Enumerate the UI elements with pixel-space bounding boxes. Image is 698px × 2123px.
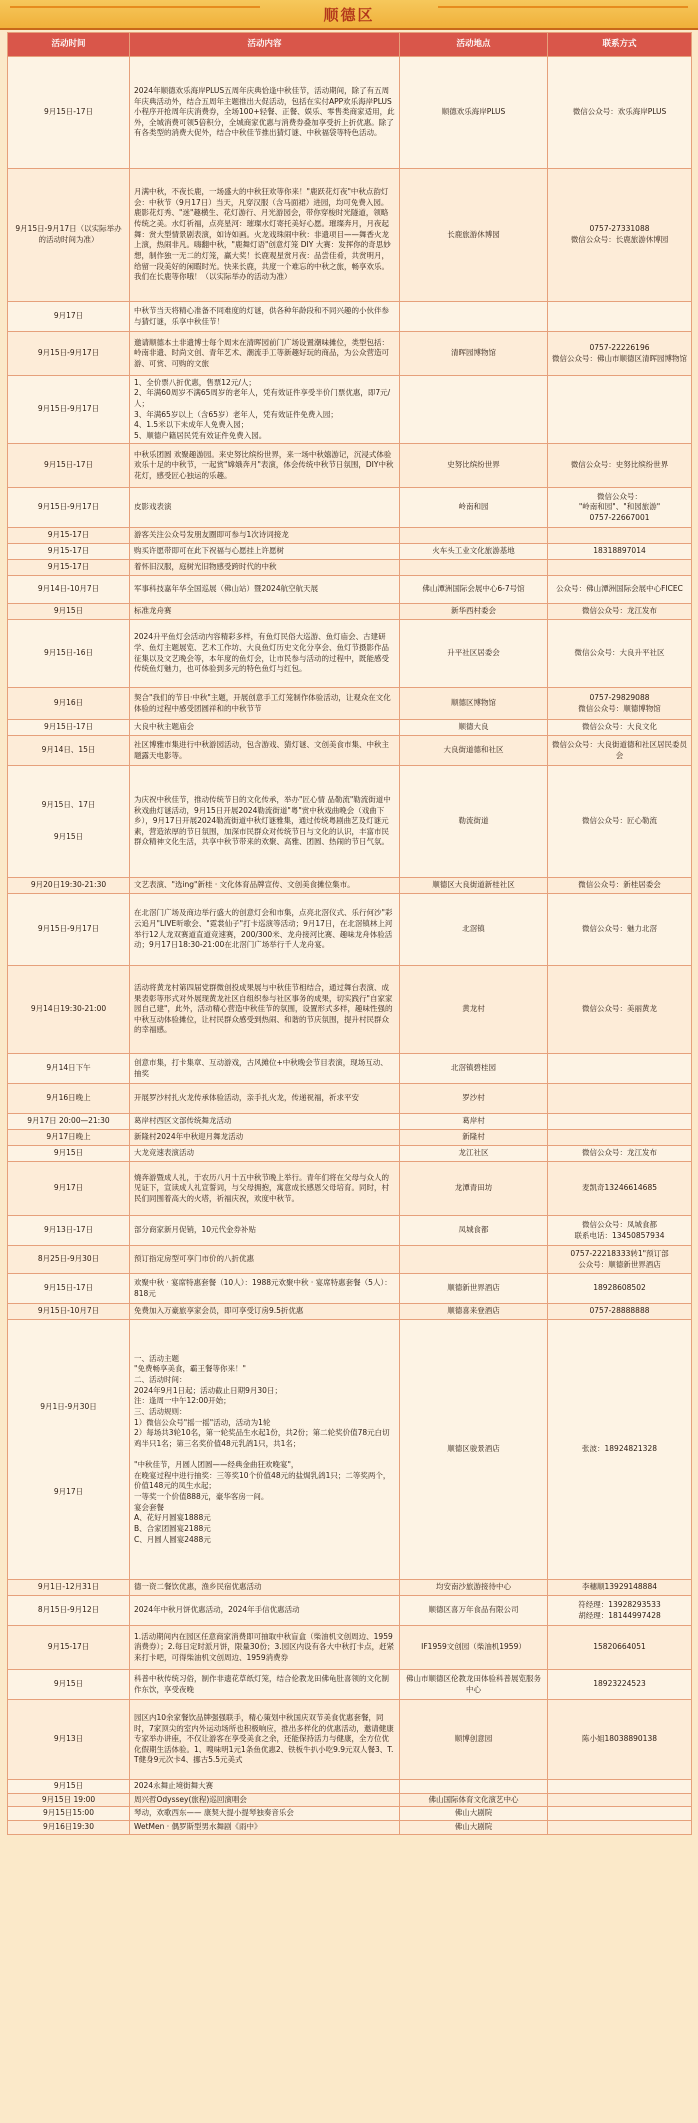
cell-content: 创意市集，打卡集章、互动游戏，古风摊位+中秋晚会节目表演，现场互动、抽奖 <box>130 1054 400 1084</box>
cell-contact <box>548 1084 692 1114</box>
cell-content: 德一资二餐饮优惠，渔乡民宿优惠活动 <box>130 1580 400 1596</box>
cell-date: 9月17日 <box>8 1162 130 1216</box>
cell-place: 顺德区喜万年食品有限公司 <box>400 1596 548 1626</box>
cell-content: 邀请顺德本土非遗博士每个周末在清晖园前门广场设置潮味摊位，类型包括：岭南非遗、时尚文创、青年艺术、潮流手工等新趣好玩的商品，为公众营造可游、可赏、可购的文旅 <box>130 332 400 376</box>
cell-contact <box>548 1130 692 1146</box>
cell-place: 史努比缤纷世界 <box>400 444 548 488</box>
cell-date: 9月15日-17日 <box>8 57 130 169</box>
cell-place: 龙江社区 <box>400 1146 548 1162</box>
cell-date: 9月14日下午 <box>8 1054 130 1084</box>
table-row <box>8 1793 692 1807</box>
header-place: 活动地点 <box>400 33 548 57</box>
cell-contact <box>548 1054 692 1084</box>
table-row <box>8 736 692 766</box>
table-row <box>8 1274 692 1304</box>
table-row <box>8 544 692 560</box>
cell-contact <box>548 376 692 444</box>
cell-date: 9月15日-9月17日 <box>8 894 130 966</box>
header-content: 活动内容 <box>130 33 400 57</box>
cell-contact: 微信公众号：美丽黄龙 <box>548 966 692 1054</box>
cell-contact: 0757-22218333转1"预订部 公众号：顺德新世界酒店 <box>548 1246 692 1274</box>
cell-place: 长鹿旅游休博园 <box>400 169 548 302</box>
table-row <box>8 1084 692 1114</box>
cell-date: 9月16日晚上 <box>8 1084 130 1114</box>
table-row <box>8 1670 692 1700</box>
cell-contact <box>548 1780 692 1794</box>
cell-content: 大龙竞速表演活动 <box>130 1146 400 1162</box>
cell-contact: 0757-29829088 微信公众号：顺德博物馆 <box>548 688 692 720</box>
table-row <box>8 1780 692 1794</box>
cell-contact <box>548 302 692 332</box>
cell-date: 9月15日 <box>8 1670 130 1700</box>
cell-date: 9月15日 19:00 <box>8 1793 130 1807</box>
cell-contact: 公众号：佛山潭洲国际会展中心FICEC <box>548 576 692 604</box>
cell-content: 中秋乐团圆 欢聚趣游园。来史努比缤纷世界，来一场中秋嬉游记，沉浸式体验欢乐十足的中秋节，一起赏"嫦娥奔月"表演，体会传统中秋节日氛围，DIY中秋花灯，感受匠心独运的乐趣。 <box>130 444 400 488</box>
table-row <box>8 1162 692 1216</box>
cell-content: 2024年顺德欢乐海岸PLUS五周年庆典恰逢中秋佳节，活动期间，除了有五周年庆典活动外，结合五周年主题推出大促活动，包括在实付APP欢乐海岸PLUS小程序开抢周年庆消费券，全场100+轻餐、正餐、娱乐、零售类商家适用，此外，全城消费可领5倍积分，全城商家优惠与消费券叠加享受折上折优惠。除了有各类型的消费大促外，结合中秋佳节推出猜灯谜、中秋福袋等特色活动。 <box>130 57 400 169</box>
cell-content: 科普中秋传统习俗，制作非遗花草纸灯笼，结合伦教龙田佛龟肚喜领的文化制作东饮，享受夜晚 <box>130 1670 400 1700</box>
cell-content: WetMen · 偶罗斯型男水舞剧《雨中》 <box>130 1820 400 1834</box>
cell-content: 周兴哲Odyssey(旅程)巡回演唱会 <box>130 1793 400 1807</box>
cell-date: 9月15日-9月17日（以实际举办的活动时间为准） <box>8 169 130 302</box>
cell-place: 黄龙村 <box>400 966 548 1054</box>
cell-date: 9月15日 <box>8 1780 130 1794</box>
cell-place: 新华西村委会 <box>400 604 548 620</box>
cell-content: 军事科技嘉年华全国巡展（佛山站）暨2024航空航天展 <box>130 576 400 604</box>
table-row <box>8 620 692 688</box>
table-row <box>8 169 692 302</box>
table-row <box>8 894 692 966</box>
table-row <box>8 1820 692 1834</box>
cell-contact <box>548 560 692 576</box>
cell-content: 开展罗沙村扎火龙传承体验活动，亲手扎火龙，传递祝福，祈求平安 <box>130 1084 400 1114</box>
table-row <box>8 302 692 332</box>
cell-place <box>400 376 548 444</box>
cell-contact: 微信公众号：匠心勒流 <box>548 766 692 878</box>
table-row <box>8 1596 692 1626</box>
table-row <box>8 1130 692 1146</box>
cell-place <box>400 1780 548 1794</box>
cell-contact: 微信公众号：史努比缤纷世界 <box>548 444 692 488</box>
cell-place: 佛山潭洲国际会展中心6-7号馆 <box>400 576 548 604</box>
cell-content: 为庆祝中秋佳节，推动传统节日的文化传承，举办"匠心情 品勒流"勒流街道中秋戏曲灯谜活动，9月15日开展2024勒流街道"粤"赏中秋戏曲晚会（戏曲下乡），9月17日开展2024勒流街道中秋灯谜雅集，通过传统粤剧曲艺及灯谜元素，营造浓厚的节日氛围，加深市民群众对传统节日与文化的认识，丰富市民群众精神文化生活，共享中秋节带来的欢聚、高雅、团圆、热闹的节日气氛。 <box>130 766 400 878</box>
cell-content: 葛岸村西区文部传统舞龙活动 <box>130 1114 400 1130</box>
cell-date: 9月15日-9月17日 <box>8 488 130 528</box>
cell-content: 皮影戏表演 <box>130 488 400 528</box>
table-row <box>8 878 692 894</box>
cell-contact: 15820664051 <box>548 1626 692 1670</box>
cell-date: 9月13日 <box>8 1700 130 1780</box>
table-row <box>8 57 692 169</box>
cell-place: 顺德区博物馆 <box>400 688 548 720</box>
cell-content: 在北滘门广场及商边举行盛大的创意灯会和市集，点亮北滘仪式、乐行何沙"彩云追月"LIVE听歌会、"霓裳仙子"打卡巡演等活动；9月17日，在北滘镇林上河举行12人龙双赛道直道竞速赛，200/300米、龙舟接河比赛、趣味龙舟体验活动；9月17日18:30-21:00在北滘门广场举行千人龙舟宴。 <box>130 894 400 966</box>
cell-contact: 微信公众号：新桂居委会 <box>548 878 692 894</box>
cell-date: 9月15日、17日 9月15日 <box>8 766 130 878</box>
cell-place: 北滘镇碧桂园 <box>400 1054 548 1084</box>
cell-content: 预订指定房型可享门市价的八折优惠 <box>130 1246 400 1274</box>
cell-place: 龙潭青田坊 <box>400 1162 548 1216</box>
cell-contact <box>548 1820 692 1834</box>
table-body <box>8 57 692 1835</box>
cell-place: 火车头工业文化旅游基地 <box>400 544 548 560</box>
cell-content: 大良中秋主题庙会 <box>130 720 400 736</box>
table-row <box>8 1216 692 1246</box>
cell-contact: 麦凯奇13246614685 <box>548 1162 692 1216</box>
cell-date: 9月14日19:30-21:00 <box>8 966 130 1054</box>
cell-content: 琴动，欢歌西东—— 康契大提小提琴独奏音乐会 <box>130 1807 400 1821</box>
cell-place: 顺德区骏景酒店 <box>400 1320 548 1580</box>
cell-contact: 陈小姐18038890138 <box>548 1700 692 1780</box>
cell-contact <box>548 528 692 544</box>
cell-place <box>400 528 548 544</box>
cell-date: 9月15日-17日 <box>8 1274 130 1304</box>
cell-date: 9月15日-17日 <box>8 720 130 736</box>
cell-place: 新隆村 <box>400 1130 548 1146</box>
table-row <box>8 1807 692 1821</box>
cell-date: 9月15日-17日 <box>8 444 130 488</box>
cell-date: 9月15日-9月17日 <box>8 376 130 444</box>
cell-content: 部分商家新月促销，10元代金券补贴 <box>130 1216 400 1246</box>
cell-date: 8月25日-9月30日 <box>8 1246 130 1274</box>
cell-contact: 李穗顺13929148884 <box>548 1580 692 1596</box>
cell-place: 罗沙村 <box>400 1084 548 1114</box>
cell-date: 9月17日晚上 <box>8 1130 130 1146</box>
cell-contact: 0757-27331088 微信公众号：长鹿旅游休博园 <box>548 169 692 302</box>
cell-place: 勒流街道 <box>400 766 548 878</box>
cell-date: 9月15日 <box>8 1146 130 1162</box>
header-contact: 联系方式 <box>548 33 692 57</box>
cell-contact: 微信公众号：魅力北滘 <box>548 894 692 966</box>
cell-date: 9月13日-17日 <box>8 1216 130 1246</box>
cell-contact: 18923224523 <box>548 1670 692 1700</box>
cell-place: 顺博创意园 <box>400 1700 548 1780</box>
table-row <box>8 1146 692 1162</box>
cell-content: 标准龙舟赛 <box>130 604 400 620</box>
cell-contact: 微信公众号：大良文化 <box>548 720 692 736</box>
cell-date: 9月16日19:30 <box>8 1820 130 1834</box>
cell-contact: 18318897014 <box>548 544 692 560</box>
cell-place: 顺德大良 <box>400 720 548 736</box>
table-row <box>8 720 692 736</box>
cell-content: 契合"我们的节日·中秋"主题，开展创意手工灯笼制作体验活动，让观众在文化体验的过程中感受团圆祥和的中秋节节 <box>130 688 400 720</box>
table-row <box>8 1700 692 1780</box>
cell-content: 1、全价票八折优惠，售票12元/人； 2、年满60周岁不满65周岁的老年人，凭有效证件享受半价门票优惠，即7元/人； 3、年满65岁以上（含65岁）老年人，凭有效证件免费入园； 4、1.5米以下未成年人免费入园； 5、顺德户籍居民凭有效证件免费入园。 <box>130 376 400 444</box>
cell-date: 9月15-17日 <box>8 1626 130 1670</box>
cell-date: 9月17日 20:00—21:30 <box>8 1114 130 1130</box>
cell-place <box>400 302 548 332</box>
cell-contact: 张波：18924821328 <box>548 1320 692 1580</box>
section-title: 顺德区 <box>323 5 375 24</box>
cell-date: 9月1日-12月31日 <box>8 1580 130 1596</box>
table-row <box>8 576 692 604</box>
table-row <box>8 376 692 444</box>
cell-place: 顺德区大良街道新桂社区 <box>400 878 548 894</box>
cell-contact: 微信公众号：大良街道德和社区居民委员会 <box>548 736 692 766</box>
cell-place: 佛山大剧院 <box>400 1820 548 1834</box>
cell-contact: 0757-28888888 <box>548 1304 692 1320</box>
table-row <box>8 766 692 878</box>
cell-contact <box>548 1793 692 1807</box>
cell-content: 着怀旧汉服，庭树光旧物感受跨时代的中秋 <box>130 560 400 576</box>
cell-content: 新隆村2024年中秋迎月舞龙活动 <box>130 1130 400 1146</box>
section-banner <box>0 0 698 30</box>
cell-content: 2024年中秋月饼优惠活动，2024年手信优惠活动 <box>130 1596 400 1626</box>
cell-place: 凤城食都 <box>400 1216 548 1246</box>
cell-date: 9月15-17日 <box>8 528 130 544</box>
cell-date: 9月15日-9月17日 <box>8 332 130 376</box>
cell-content: 2024永舞止境街舞大赛 <box>130 1780 400 1794</box>
table-row <box>8 528 692 544</box>
cell-place: 北滘镇 <box>400 894 548 966</box>
table-row <box>8 1246 692 1274</box>
table-row <box>8 332 692 376</box>
cell-contact: 微信公众号：龙江发布 <box>548 1146 692 1162</box>
cell-place: 顺德欢乐海岸PLUS <box>400 57 548 169</box>
cell-place: 升平社区居委会 <box>400 620 548 688</box>
cell-content: 免费加入万豪旅享家会员，即可享受订房9.5折优惠 <box>130 1304 400 1320</box>
cell-date: 9月15日 <box>8 604 130 620</box>
cell-place <box>400 1246 548 1274</box>
table-row <box>8 1626 692 1670</box>
cell-contact: 微信公众号： "岭南和园"、"和园旅游" 0757-22667001 <box>548 488 692 528</box>
cell-content: 1.活动期间内在园区任意商家消费即可抽取中秋盲盒（柴油机文创周边、1959消费券）；2.每日定时派月饼，限量30份；3.园区内设有各大中秋打卡点，赶紧来打卡吧，可得柴油机文创周边、1959消费券 <box>130 1626 400 1670</box>
cell-contact: 微信公众号：龙江发布 <box>548 604 692 620</box>
cell-date: 9月15日-16日 <box>8 620 130 688</box>
cell-date: 8月15日-9月12日 <box>8 1596 130 1626</box>
cell-content: 月满中秋，不夜长鹿，一场盛大的中秋狂欢等你来！"鹿跃花灯夜"中秋点韵灯会：中秋节（9月17日）当天，凡穿汉服（含马面裙）进园，均可免费入园。鹿影花灯秀、"迷"趣横生、花灯游行、月光游园会，带你穿梭时光隧道，领略传统之美。水灯祈福，点亮星河：璀璨水灯寄托美好心愿。璀璨奔月，月夜起舞：赏大型情景剧表演，如诗如画。火龙戏珠闹中秋：非遗项目——舞香火龙上演，热闹非凡。嗨翻中秋，"鹿舞灯语"创意灯笼 DIY 大赛：发挥你的奇思妙想，制作独一无二的灯笼，赢大奖！长鹿观星赏月夜：品尝佳肴，共赏明月，给留一段美好的闲暇时光。快来长鹿，共度一个难忘的中秋之旅，畅享欢乐。我们在长鹿等你哦！（以实际举办的活动为准） <box>130 169 400 302</box>
cell-content: 一、活动主题 "免费畅享美食，霸王餐等你来！" 二、活动时间： 2024年9月1日起；活动截止日期9月30日； 注：逢周一中午12:00开始； 三、活动规则： 1）微信公众号"摇一摇"活动，活动为1轮 2）每场共3轮10名，第一轮奖品生水起1份，共2份；第二轮奖价值78元白切鸡半只1名；第三名奖价值48元乳鸽1只，共1名； "中秋佳节，月圆人团圆——经典金曲狂欢晚宴"， 在晚宴过程中进行抽奖：三等奖10个价值48元的盐焗乳鸽1只；二等奖两个，价值148元的凤生水起； 一等奖一个价值888元，豪华客房一间。 宴会套餐 A、花好月圆宴1888元 B、合家团圆宴2188元 C、月圆人圆宴2488元 <box>130 1320 400 1580</box>
cell-contact: 微信公众号：大良升平社区 <box>548 620 692 688</box>
cell-place: 均安南沙旅游接待中心 <box>400 1580 548 1596</box>
cell-date: 9月1日-9月30日 9月17日 <box>8 1320 130 1580</box>
cell-place: 佛山国际体育文化演艺中心 <box>400 1793 548 1807</box>
table-header-row <box>8 33 692 57</box>
cell-content: 游客关注公众号发朋友圈即可参与1次诗词接龙 <box>130 528 400 544</box>
cell-contact <box>548 1807 692 1821</box>
activity-table <box>7 32 692 1835</box>
cell-place: 顺德喜来登酒店 <box>400 1304 548 1320</box>
cell-place: 佛山市顺德区伦教龙田体验科普展览服务中心 <box>400 1670 548 1700</box>
table-row <box>8 604 692 620</box>
table-row <box>8 1580 692 1596</box>
table-row <box>8 444 692 488</box>
cell-date: 9月17日 <box>8 302 130 332</box>
table-row <box>8 1054 692 1084</box>
cell-place: 岭南和园 <box>400 488 548 528</box>
cell-contact: 微信公众号：凤城食都 联系电话：13450857934 <box>548 1216 692 1246</box>
cell-place: IF1959文创园（柴油机1959） <box>400 1626 548 1670</box>
cell-content: 活动将黄龙村第四届党群微创投成果展与中秋佳节相结合，通过舞台表演、成果表彰等形式对外展现黄龙社区自组织参与社区事务的成果，切实践行"自家家园自己建"，此外，活动精心营造中秋佳节的氛围，设置形式多样，趣味性强的中秋互动体验摊位，让村民群众感受到热闹、和谐的节庆氛围，提升村民群众的幸福感。 <box>130 966 400 1054</box>
cell-content: 中秋节当天将精心准备不同难度的灯谜，供各种年龄段和不同兴趣的小伙伴参与猜灯谜，乐享中秋佳节！ <box>130 302 400 332</box>
cell-date: 9月16日 <box>8 688 130 720</box>
cell-content: 2024升平鱼灯会活动内容精彩多样，有鱼灯民俗大巡游、鱼灯庙会、古建研学、鱼灯主题展览、艺术工作坊、大良鱼灯历史文化分享会、鱼灯节摄影作品征集以及文艺晚会等，本年度的鱼灯会，让市民参与活动的过程中，既能感受传统鱼灯魅力，也可体验到多元的特色鱼灯与红包。 <box>130 620 400 688</box>
cell-date: 9月14日-10月7日 <box>8 576 130 604</box>
cell-content: 园区内10余家餐饮品牌强强联手，精心策划中秋国庆双节美食优惠套餐，同时，7家顶尖的室内外运动场所也积极响应，推出多样化的优惠活动，邀请健康专家举办讲座，不仅让游客在享受美食之余，还能保持活力与健康，全方位优化假期生活体验。1、嗖味明1元1条鱼优惠2、铁板牛扒小吃9.9元双人餐3、T.T健身9元次卡4、挪古5.5元美式 <box>130 1700 400 1780</box>
table-row <box>8 560 692 576</box>
cell-content: 购买许愿带即可在此下祝福与心愿挂上许愿树 <box>130 544 400 560</box>
cell-date: 9月14日、15日 <box>8 736 130 766</box>
cell-place: 佛山大剧院 <box>400 1807 548 1821</box>
cell-date: 9月20日19:30-21:30 <box>8 878 130 894</box>
table-row <box>8 1304 692 1320</box>
cell-date: 9月15-17日 <box>8 560 130 576</box>
cell-place: 大良街道德和社区 <box>400 736 548 766</box>
cell-contact: 微信公众号：欢乐海岸PLUS <box>548 57 692 169</box>
cell-content: 燒奔游暨成人礼，于农历八月十五中秋节晚上举行。青年们将在父母与众人的见证下，宣读成人礼宣誓词，与父母拥抱，寓意成长感恩父母培育。同时，村民们同围着高大的火塔，祈福庆祝，欢度中秋节。 <box>130 1162 400 1216</box>
cell-place: 清晖园博物馆 <box>400 332 548 376</box>
cell-content: 社区博雅市集进行中秋游园活动，包含游戏、猜灯谜、文创美食市集、中秋主题露天电影等。 <box>130 736 400 766</box>
cell-place: 顺德新世界酒店 <box>400 1274 548 1304</box>
header-date: 活动时间 <box>8 33 130 57</box>
cell-content: 文艺表演、"选ing"新桂 · 文化体育品牌宣传、文创美食摊位集市。 <box>130 878 400 894</box>
cell-place: 葛岸村 <box>400 1114 548 1130</box>
table-row <box>8 688 692 720</box>
cell-date: 9月15-17日 <box>8 544 130 560</box>
cell-contact: 18928608502 <box>548 1274 692 1304</box>
cell-contact <box>548 1114 692 1130</box>
table-row <box>8 488 692 528</box>
table-row <box>8 966 692 1054</box>
cell-content: 欢聚中秋 · 宴席特惠套餐（10人）：1988元欢聚中秋 · 宴席特惠套餐（5人）：818元 <box>130 1274 400 1304</box>
table-row <box>8 1320 692 1580</box>
table-row <box>8 1114 692 1130</box>
cell-contact: 符经理：13928293533 胡经理：18144997428 <box>548 1596 692 1626</box>
cell-place <box>400 560 548 576</box>
cell-date: 9月15日-10月7日 <box>8 1304 130 1320</box>
cell-date: 9月15日15:00 <box>8 1807 130 1821</box>
cell-contact: 0757-22226196 微信公众号：佛山市顺德区清晖园博物馆 <box>548 332 692 376</box>
